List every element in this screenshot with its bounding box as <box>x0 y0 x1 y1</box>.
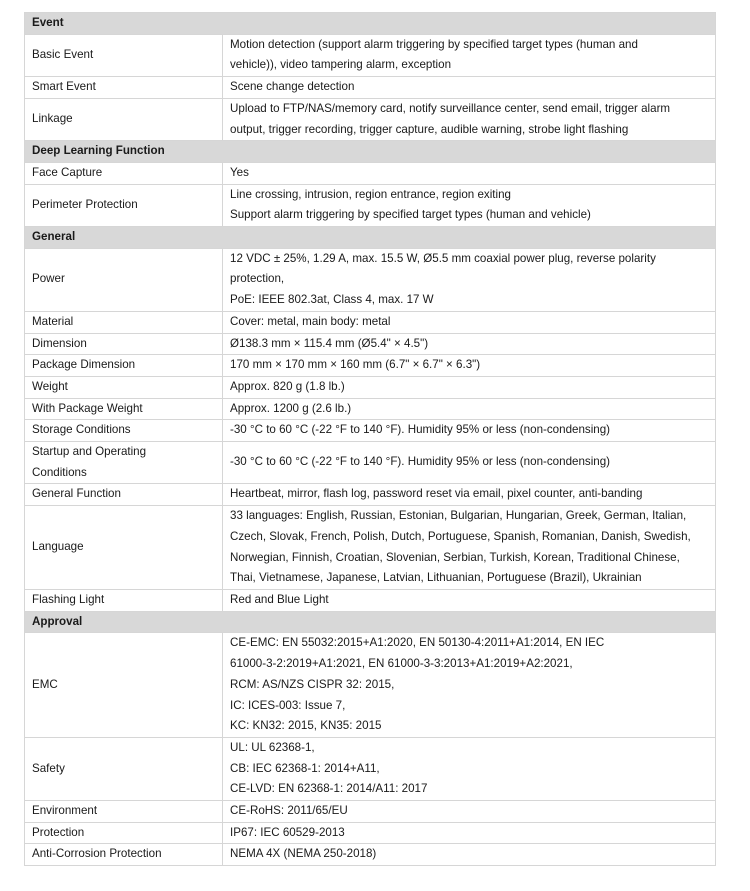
spec-value-line: Motion detection (support alarm triggering by specified target types (human and <box>230 37 638 51</box>
spec-value-line: -30 °C to 60 °C (-22 °F to 140 °F). Humidity 95% or less (non-condensing) <box>230 423 611 437</box>
spec-row-material <box>25 311 716 333</box>
spec-label: Package Dimension <box>25 355 223 377</box>
spec-value-line: Cover: metal, main body: metal <box>230 314 391 328</box>
section-title: General <box>25 227 716 249</box>
spec-label: Environment <box>25 801 223 823</box>
spec-row-emc <box>25 633 716 738</box>
spec-value-line: Yes <box>230 165 249 179</box>
spec-label: With Package Weight <box>25 398 223 420</box>
section-title: Deep Learning Function <box>25 141 716 163</box>
spec-value-line: KC: KN32: 2015, KN35: 2015 <box>230 719 382 733</box>
section-header-approval <box>25 611 716 633</box>
spec-value-line: Czech, Slovak, French, Polish, Dutch, Portuguese, Spanish, Romanian, Danish, Swedish, <box>230 529 691 543</box>
spec-row-language <box>25 506 716 590</box>
spec-table <box>24 12 716 866</box>
section-header-event <box>25 13 716 35</box>
spec-value-line: 170 mm × 170 mm × 160 mm (6.7" × 6.7" × 6.3") <box>230 358 481 372</box>
spec-label: Storage Conditions <box>25 420 223 442</box>
spec-value-line: CB: IEC 62368-1: 2014+A11, <box>230 761 380 775</box>
spec-row-general-function <box>25 484 716 506</box>
spec-label: Material <box>25 311 223 333</box>
spec-value-line: Line crossing, intrusion, region entrance, region exiting <box>230 187 511 201</box>
spec-row-flashing-light <box>25 589 716 611</box>
spec-value-line: PoE: IEEE 802.3at, Class 4, max. 17 W <box>230 293 434 307</box>
spec-label: Smart Event <box>25 77 223 99</box>
spec-value-line: Ø138.3 mm × 115.4 mm (Ø5.4" × 4.5") <box>230 336 429 350</box>
spec-value-line: Upload to FTP/NAS/memory card, notify surveillance center, send email, trigger alarm <box>230 101 671 115</box>
spec-value-line: CE-RoHS: 2011/65/EU <box>230 804 348 818</box>
spec-label: Protection <box>25 822 223 844</box>
spec-row-basic-event <box>25 34 716 76</box>
spec-row-with-package-weight <box>25 398 716 420</box>
spec-value <box>223 420 716 442</box>
spec-value-line: Approx. 1200 g (2.6 lb.) <box>230 401 352 415</box>
spec-label: Face Capture <box>25 162 223 184</box>
spec-label <box>25 442 223 484</box>
spec-value-line: 61000-3-2:2019+A1:2021, EN 61000-3-3:2013+A1:2019+A2:2021, <box>230 657 573 671</box>
spec-row-anti-corrosion-protection <box>25 844 716 866</box>
spec-label: Power <box>25 248 223 311</box>
spec-value-line: CE-EMC: EN 55032:2015+A1:2020, EN 50130-4:2011+A1:2014, EN IEC <box>230 636 605 650</box>
spec-value <box>223 822 716 844</box>
spec-value-line: NEMA 4X (NEMA 250-2018) <box>230 847 377 861</box>
spec-row-linkage <box>25 98 716 140</box>
spec-value-line: vehicle)), video tampering alarm, exception <box>230 58 452 72</box>
spec-label: Dimension <box>25 333 223 355</box>
spec-label: Language <box>25 506 223 590</box>
spec-label-line: Startup and Operating <box>32 445 147 459</box>
spec-label: Weight <box>25 376 223 398</box>
section-header-general <box>25 227 716 249</box>
spec-label: Perimeter Protection <box>25 184 223 226</box>
spec-value-line: Support alarm triggering by specified target types (human and vehicle) <box>230 208 591 222</box>
spec-value <box>223 844 716 866</box>
spec-value <box>223 801 716 823</box>
spec-value <box>223 184 716 226</box>
spec-row-face-capture <box>25 162 716 184</box>
spec-label: Safety <box>25 737 223 800</box>
spec-value <box>223 162 716 184</box>
spec-value <box>223 98 716 140</box>
spec-label: Anti-Corrosion Protection <box>25 844 223 866</box>
spec-value <box>223 442 716 484</box>
section-header-deep-learning-function <box>25 141 716 163</box>
spec-value-line: IC: ICES-003: Issue 7, <box>230 698 346 712</box>
spec-value <box>223 506 716 590</box>
spec-row-safety <box>25 737 716 800</box>
spec-label: EMC <box>25 633 223 738</box>
spec-value <box>223 355 716 377</box>
spec-value <box>223 333 716 355</box>
spec-row-dimension <box>25 333 716 355</box>
spec-row-environment <box>25 801 716 823</box>
spec-value-line: Norwegian, Finnish, Croatian, Slovenian, Serbian, Turkish, Korean, Traditional Chinese, <box>230 550 680 564</box>
spec-value-line: Thai, Vietnamese, Japanese, Latvian, Lithuanian, Portuguese (Brazil), Ukrainian <box>230 571 642 585</box>
spec-value <box>223 633 716 738</box>
spec-row-weight <box>25 376 716 398</box>
spec-value <box>223 737 716 800</box>
section-title: Approval <box>25 611 716 633</box>
spec-label-line: Conditions <box>32 465 87 479</box>
spec-value-line: 12 VDC ± 25%, 1.29 A, max. 15.5 W, Ø5.5 mm coaxial power plug, reverse polarity <box>230 251 656 265</box>
section-title: Event <box>25 13 716 35</box>
spec-row-package-dimension <box>25 355 716 377</box>
spec-value-line: Approx. 820 g (1.8 lb.) <box>230 379 345 393</box>
spec-value-line: Heartbeat, mirror, flash log, password reset via email, pixel counter, anti-banding <box>230 487 643 501</box>
spec-value-line: protection, <box>230 272 285 286</box>
spec-value-line: RCM: AS/NZS CISPR 32: 2015, <box>230 677 395 691</box>
spec-value-line: Scene change detection <box>230 80 355 94</box>
spec-value <box>223 248 716 311</box>
spec-value <box>223 77 716 99</box>
spec-value-line: output, trigger recording, trigger capture, audible warning, strobe light flashing <box>230 122 629 136</box>
spec-value-line: CE-LVD: EN 62368-1: 2014/A11: 2017 <box>230 782 428 796</box>
spec-label: Linkage <box>25 98 223 140</box>
spec-value <box>223 376 716 398</box>
spec-row-protection <box>25 822 716 844</box>
spec-label: General Function <box>25 484 223 506</box>
spec-value <box>223 398 716 420</box>
spec-value-line: Red and Blue Light <box>230 592 329 606</box>
spec-row-power <box>25 248 716 311</box>
spec-value <box>223 34 716 76</box>
spec-value-line: UL: UL 62368-1, <box>230 740 315 754</box>
spec-value <box>223 589 716 611</box>
spec-row-storage-conditions <box>25 420 716 442</box>
spec-row-startup-and-operating-conditions <box>25 442 716 484</box>
spec-value <box>223 484 716 506</box>
spec-value <box>223 311 716 333</box>
spec-value-line: -30 °C to 60 °C (-22 °F to 140 °F). Humidity 95% or less (non-condensing) <box>230 455 611 469</box>
spec-label: Flashing Light <box>25 589 223 611</box>
spec-row-perimeter-protection <box>25 184 716 226</box>
spec-label: Basic Event <box>25 34 223 76</box>
spec-row-smart-event <box>25 77 716 99</box>
spec-value-line: IP67: IEC 60529-2013 <box>230 825 345 839</box>
spec-value-line: 33 languages: English, Russian, Estonian, Bulgarian, Hungarian, Greek, German, Italian, <box>230 509 687 523</box>
